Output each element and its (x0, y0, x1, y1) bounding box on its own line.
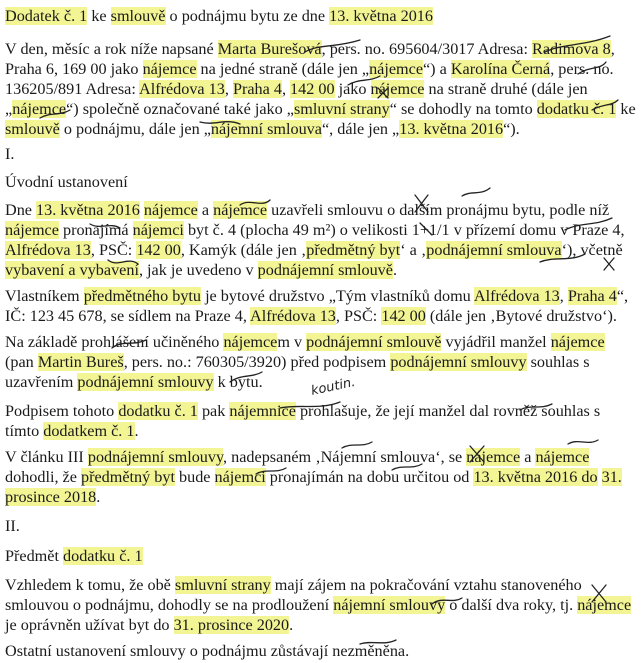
section-2-paragraph-1-line: smlouvou o podnájmu, dohodly se na prodloužení nájemní smlouvy o další dva roky, tj. nájemce (5, 596, 632, 614)
highlighted-phrase: podnájemní smlouvy (390, 353, 527, 371)
highlighted-phrase: nájemci (132, 221, 184, 239)
section-1-paragraph-5-line: dohodli, že předmětný byt bude nájemci pronajímán na dobu určitou od 13. května 2016 do 31. (5, 468, 622, 486)
highlighted-phrase: 31. prosince 2020 (173, 616, 290, 634)
handwritten-note: koutin. (309, 374, 357, 399)
section-1-paragraph-1-line: nájemce pronajímá nájemci byt č. 4 (plocha 49 m²) o velikosti 1+1/1 v přízemí domu v Praze 4, (5, 221, 625, 239)
highlighted-phrase: předmětný byt (306, 241, 401, 259)
section-1-paragraph-4-line: tímto dodatkem č. 1. (5, 422, 139, 440)
highlighted-phrase: nájemní smlouva (210, 120, 322, 138)
highlighted-phrase: prosince 2018 (5, 488, 97, 506)
highlighted-phrase: nájemnice (229, 402, 296, 420)
highlighted-phrase: 142 00 (136, 241, 181, 259)
section-1-paragraph-1-line: Alfrédova 13, PSČ: 142 00, Kamýk (dále jen ‚předmětný byt‘ a ‚podnájemní smlouva‘), včetně (5, 241, 623, 259)
highlighted-phrase: předmětný byt (80, 468, 175, 486)
highlighted-phrase: podnájemní smlouvy (77, 373, 214, 391)
highlighted-phrase: nájemce (213, 201, 268, 219)
highlighted-phrase: Karolína Černá (450, 60, 551, 78)
highlighted-phrase: předmětného bytu (83, 287, 202, 305)
highlighted-phrase: nájemce (370, 80, 425, 98)
highlighted-phrase: vybavení a vybavení (5, 261, 139, 279)
section-2-heading: Předmět dodatku č. 1 (5, 547, 143, 565)
highlighted-phrase: Dodatek č. 1 (5, 7, 88, 25)
intro-line: „nájemce“) společně označované také jako „smluvní strany“ se dohodly na tomto dodatku č. 1 ke (5, 100, 636, 118)
highlighted-phrase: 13. května 2016 (36, 201, 140, 219)
document-title: Dodatek č. 1 ke smlouvě o podnájmu bytu ze dne 13. května 2016 (5, 7, 433, 25)
highlighted-phrase: podnájemní smlouva (426, 241, 562, 259)
highlighted-phrase: nájemce (535, 448, 590, 466)
highlighted-phrase: smlouvě (110, 7, 166, 25)
highlighted-phrase: nájemce (223, 333, 278, 351)
highlighted-phrase: Praha 4 (232, 80, 282, 98)
pen-strike-mark (568, 440, 598, 444)
highlighted-phrase: dodatku č. 1 (118, 402, 198, 420)
highlighted-phrase: nájemce (466, 448, 521, 466)
highlighted-phrase: smluvní strany (174, 576, 271, 594)
section-2-numeral: II. (5, 517, 20, 535)
highlighted-phrase: 142 00 (381, 307, 426, 325)
highlighted-phrase: nájemce (5, 221, 59, 239)
highlighted-phrase: podnájemní smlouvě (257, 261, 393, 279)
section-1-paragraph-2-line: IČ: 123 45 678, se sídlem na Praze 4, Alfrédova 13, PSČ: 142 00 (dále jen ‚Bytové družstvo‘). (5, 307, 617, 325)
highlighted-phrase: nájemce (12, 100, 67, 118)
section-1-paragraph-3-line: Na základě prohlášení učiněného nájemcem v podnájemní smlouvě vyjádřil manžel nájemce (5, 333, 605, 351)
highlighted-phrase: nájemní smlouvy (333, 596, 446, 614)
highlighted-phrase: 13. května 2016 (329, 7, 433, 25)
highlighted-phrase: nájemci (214, 468, 266, 486)
section-2-paragraph-1-line: je oprávněn užívat byt do 31. prosince 2020. (5, 616, 294, 634)
intro-line: 136205/891 Adresa: Alfrédova 13, Praha 4, 142 00 jako nájemce na straně druhé (dále jen (5, 80, 588, 98)
section-1-paragraph-4-line: Podpisem tohoto dodatku č. 1 pak nájemnice prohlašuje, že její manžel dal rovněž souhlas s (5, 402, 601, 420)
highlighted-phrase: Marta Burešová (217, 40, 322, 58)
highlighted-phrase: smlouvě (5, 120, 60, 138)
highlighted-phrase: nájemce (142, 60, 197, 78)
highlighted-phrase: smluvní strany (293, 100, 390, 118)
section-1-paragraph-3-line: uzavřením podnájemní smlouvy k bytu. (5, 373, 263, 391)
section-1-paragraph-5-line: V článku III podnájemní smlouvy, nadepsaném ‚Nájemní smlouva‘, se nájemce a nájemce (5, 448, 590, 466)
highlighted-phrase: podnájemní smlouvy (87, 448, 224, 466)
highlighted-phrase: dodatku č. 1 (536, 100, 617, 118)
pen-strike-mark (462, 188, 490, 196)
highlighted-phrase: dodatku č. 1 (63, 547, 143, 565)
section-1-heading: Úvodní ustanovení (5, 173, 128, 191)
highlighted-phrase: nájemce (143, 201, 198, 219)
highlighted-phrase: Martin Bureš (37, 353, 124, 371)
intro-line: V den, měsíc a rok níže napsané Marta Burešová, pers. no. 695604/3017 Adresa: Radimova 8, (5, 40, 615, 58)
highlighted-phrase: nájemce (369, 60, 423, 78)
highlighted-phrase: Alfrédova 13 (473, 287, 560, 305)
section-1-paragraph-1-line: vybavení a vybavení, jak je uvedeno v podnájemní smlouvě. (5, 261, 397, 279)
section-2-paragraph-2-line: Ostatní ustanovení smlouvy o podnájmu zůstávají nezměněna. (5, 642, 410, 660)
highlighted-phrase: Alfrédova 13 (139, 80, 225, 98)
highlighted-phrase: Radimova 8 (532, 40, 611, 58)
highlighted-phrase: Alfrédova 13 (5, 241, 91, 259)
section-1-paragraph-1-line: Dne 13. května 2016 nájemce a nájemce uzavřeli smlouvu o dalším pronájmu bytu, podle níž (5, 201, 610, 219)
highlighted-phrase: Alfrédova 13 (250, 307, 336, 325)
highlighted-phrase: Praha 4 (567, 287, 617, 305)
intro-line: Praha 6, 169 00 jako nájemce na jedné straně (dále jen „nájemce“) a Karolína Černá, pers. no. (5, 60, 614, 78)
highlighted-phrase: nájemce (550, 333, 605, 351)
highlighted-phrase: podnájemní smlouvě (306, 333, 442, 351)
section-2-paragraph-1-line: Vzhledem k tomu, že obě smluvní strany mají zájem na pokračování vztahu stanoveného (5, 576, 582, 594)
section-1-numeral: I. (5, 145, 15, 163)
highlighted-phrase: dodatkem č. 1 (43, 422, 135, 440)
section-1-paragraph-2-line: Vlastníkem předmětného bytu je bytové družstvo „Tým vlastníků domu Alfrédova 13, Praha 4“, (5, 287, 629, 305)
highlighted-phrase: 142 00 (290, 80, 335, 98)
highlighted-phrase: 13. května 2016 do (473, 468, 598, 486)
highlighted-phrase: 31. (601, 468, 622, 486)
section-1-paragraph-5-line: prosince 2018. (5, 488, 101, 506)
highlighted-phrase: nájemce (577, 596, 632, 614)
highlighted-phrase: 13. května 2016 (399, 120, 504, 138)
section-1-paragraph-3-line: (pan Martin Bureš, pers. no.: 760305/3920) před podpisem podnájemní smlouvy souhlas s (5, 353, 590, 371)
intro-line: smlouvě o podnájmu, dále jen „nájemní smlouva“, dále jen „13. května 2016“). (5, 120, 520, 138)
